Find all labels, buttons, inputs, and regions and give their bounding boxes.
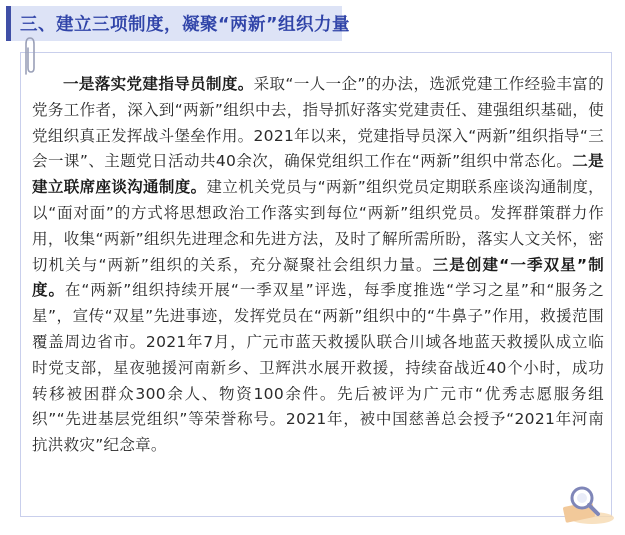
point-two-title: 二是建立联席座谈沟通制度。 xyxy=(32,152,604,197)
article-paragraph xyxy=(32,72,604,459)
point-three-text: 在“两新”组织持续开展“一季双星”评选，每季度推选“学习之星”和“服务之星”，宣传“双星”先进事迹，发挥党员在“两新”组织中的“牛鼻子”作用，救援范围覆盖周边省市。2021年7月，广元市蓝天救援队联合川域各地蓝天救援队成立临时党支部，星夜驰援河南新乡、卫辉洪水展开救援，持续奋战近40个小时，成功转移被困群众300余人、物资100余件。先后被评为广元市“优秀志愿服务组织”“先进基层党组织”等荣誉称号。2021年，被中国慈善总会授予“2021年河南抗洪救灾”纪念章。 xyxy=(32,281,605,455)
point-two-text: 建立机关党员与“两新”组织党员定期联系座谈沟通制度，以“面对面”的方式将思想政治工作落实到每位“两新”组织党员。发挥群策群力作用，收集“两新”组织先进理念和先进方法，及时了解所需所盼，落实人文关怀，密切机关与“两新”组织的关系，充分凝聚社会组织力量。 xyxy=(32,178,604,274)
paperclip-icon xyxy=(22,36,36,76)
point-one-title: 一是落实党建指导员制度。 xyxy=(63,75,254,93)
point-one-text: 采取“一人一企”的办法，选派党建工作经验丰富的党务工作者，深入到“两新”组织中去，指导抓好落实党建责任、建强组织基础，使党组织真正发挥战斗堡垒作用。2021年以来，党建指导员深入“两新”组织指导“三会一课”、主题党日活动共40余次，确保党组织工作在“两新”组织中常态化。 xyxy=(32,75,604,171)
section-heading-bar xyxy=(6,6,351,41)
point-three-title: 三是创建“一季双星”制度。 xyxy=(32,255,604,300)
magnifier-icon xyxy=(556,478,616,526)
section-heading: 三、建立三项制度，凝聚“两新”组织力量 xyxy=(20,15,351,35)
